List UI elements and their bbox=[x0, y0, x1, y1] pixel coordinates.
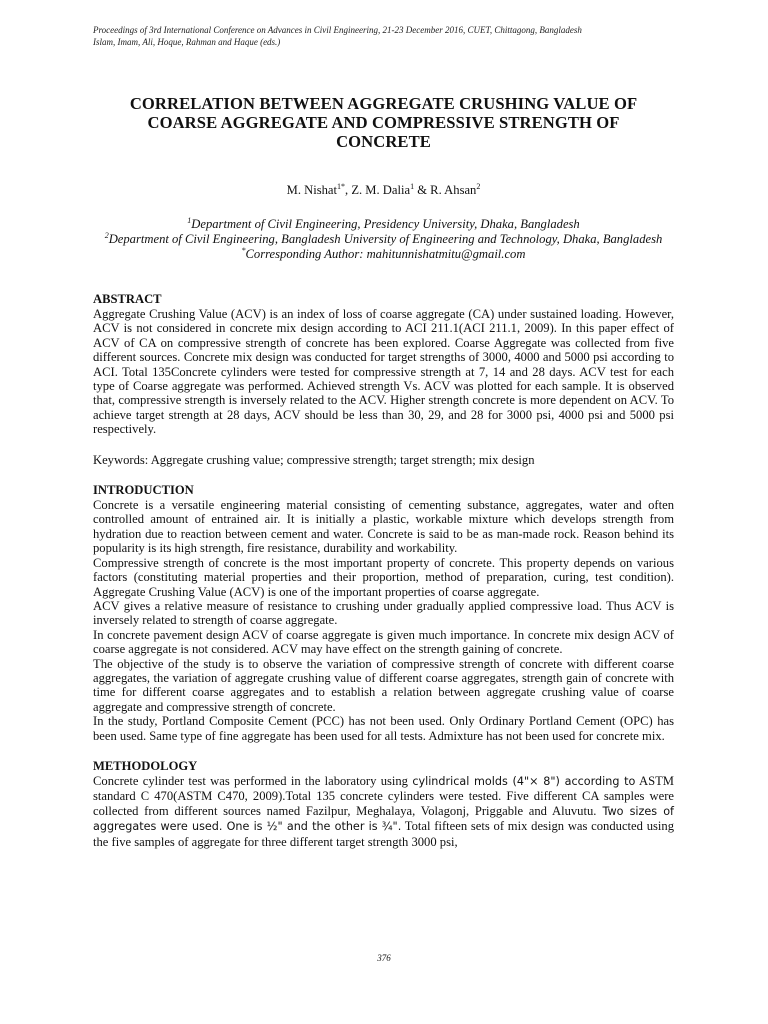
intro-paragraph: The objective of the study is to observe the variation of compressive strength of concrete with different coarse aggregates, the variation of aggregate crushing value of different coarse aggregates, strength gain of concrete with time for different coarse aggregates and to establish a relation between aggregate crushing value of coarse aggregate and compressive strength of concrete. bbox=[93, 656, 674, 714]
keywords: Keywords: Aggregate crushing value; compressive strength; target strength; mix design bbox=[93, 452, 535, 467]
methodology-heading: METHODOLOGY bbox=[93, 758, 198, 773]
abstract-heading: ABSTRACT bbox=[93, 292, 162, 306]
abstract-text: Aggregate Crushing Value (ACV) is an index of loss of coarse aggregate (CA) under sustained loading. However, ACV is not considered in concrete mix design according to ACI 211.1(ACI 211.1, 2009). In this paper effect of ACV of CA on compressive strength of concrete has been explored. Coarse Aggregate was collected from five different sources. Concrete mix design was conducted for target strengths of 3000, 4000 and 5000 psi according to ACI. Total 135Concrete cylinders were tested for compressive strength at 7, 14 and 28 days. ACV test for each type of Coarse aggregate was performed. Achieved strength Vs. ACV was plotted for each sample. It is observed that, compressive strength is inversely related to the ACV. Higher strength concrete is more dependent on ACV. To achieve target strength at 28 days, ACV should be less than 30, 29, and 28 for 3000 psi, 4000 psi and 5000 psi respectively. bbox=[93, 307, 674, 437]
method-text: ASTM standard C 470( bbox=[93, 773, 675, 804]
affiliation-1 bbox=[93, 217, 674, 232]
affiliation-marker: 2 bbox=[104, 230, 109, 240]
intro-paragraph: Compressive strength of concrete is the most important property of concrete. This property depends on various factors (constituting material properties and their proportion, method of preparation, curing, test condition). Aggregate Crushing Value (ACV) is one of the important properties of coarse aggregate. bbox=[93, 555, 674, 599]
page-number: 376 bbox=[377, 953, 391, 963]
title-line-2: COARSE AGGREGATE AND COMPRESSIVE STRENGTH OF bbox=[147, 113, 620, 132]
title-line-3: CONCRETE bbox=[336, 132, 431, 151]
methodology-paragraph bbox=[93, 774, 674, 849]
method-text: Five different CA samples were collected from different sources named Fazilpur, Meghalaya, Volagonj, Priggable and Aluvutu. bbox=[93, 789, 674, 818]
affiliation-text: Department of Civil Engineering, Presidency University, Dhaka, Bangladesh bbox=[191, 217, 580, 231]
author-marker: 1 bbox=[410, 181, 415, 191]
method-text: Concrete cylinder test was performed in the laboratory using bbox=[93, 773, 413, 788]
author-list bbox=[93, 183, 674, 198]
author-name: , Z. M. Dalia bbox=[345, 183, 411, 197]
introduction-heading: INTRODUCTION bbox=[93, 483, 194, 498]
method-text: Two sizes of aggregates were used. One is ½" and the other is ¾". bbox=[93, 804, 674, 834]
method-text: cylindrical molds (4"× 8") according to bbox=[412, 774, 636, 788]
affiliation-marker: 1 bbox=[187, 215, 192, 225]
affiliation-text: Department of Civil Engineering, Bangladesh University of Engineering and Technology, Dhaka, Bangladesh bbox=[108, 232, 663, 246]
author-name: M. Nishat bbox=[286, 183, 338, 197]
affiliation-marker: * bbox=[241, 245, 246, 255]
method-text: Total fifteen sets of mix design was conducted using the five samples of aggregate for three different target strength 3000 psi, bbox=[93, 819, 674, 849]
proceedings-line: Proceedings of 3rd International Conference on Advances in Civil Engineering, 21-23 December 2016, CUET, Chittagong, Bangladesh bbox=[93, 25, 582, 35]
intro-paragraph: In the study, Portland Composite Cement (PCC) has not been used. Only Ordinary Portland Cement (OPC) has been used. Same type of fine aggregate has been used for all tests. Admixture has not been used for concrete mix. bbox=[93, 714, 674, 743]
corresponding-text: Corresponding Author: mahitunnishatmitu@gmail.com bbox=[245, 247, 526, 261]
method-text: ASTM C470, 2009). bbox=[177, 789, 286, 804]
intro-paragraph: Concrete is a versatile engineering material consisting of cementing substance, aggregates, water and often controlled amount of entrained air. It is initially a plastic, workable mixture which develops strength from hydration due to reaction between cement and water. Concrete is said to be as man-made rock. Reason behind its popularity is its high strength, fire resistance, durability and workability. bbox=[93, 498, 674, 556]
corresponding-author bbox=[93, 247, 674, 262]
editors-line: Islam, Imam, Ali, Hoque, Rahman and Haque (eds.) bbox=[93, 37, 281, 47]
author-marker: 2 bbox=[476, 181, 481, 191]
intro-paragraph: ACV gives a relative measure of resistance to crushing under gradually applied compressive load. Thus ACV is inversely related to strength of coarse aggregate. bbox=[93, 598, 674, 628]
proceedings-header bbox=[93, 24, 674, 48]
affiliation-2 bbox=[93, 232, 674, 247]
affiliations bbox=[93, 217, 674, 262]
intro-paragraph: In concrete pavement design ACV of coarse aggregate is given much importance. In concrete mix design ACV of coarse aggregate is not considered. ACV may have effect on the strength gaining of concrete. bbox=[93, 627, 674, 657]
method-text: Total 135 concrete cylinders were tested. bbox=[285, 789, 507, 804]
paper-title bbox=[93, 94, 674, 151]
author-name: & R. Ahsan bbox=[414, 183, 477, 197]
author-marker: 1* bbox=[337, 181, 346, 191]
title-line-1: CORRELATION BETWEEN AGGREGATE CRUSHING VALUE OF bbox=[129, 94, 638, 113]
